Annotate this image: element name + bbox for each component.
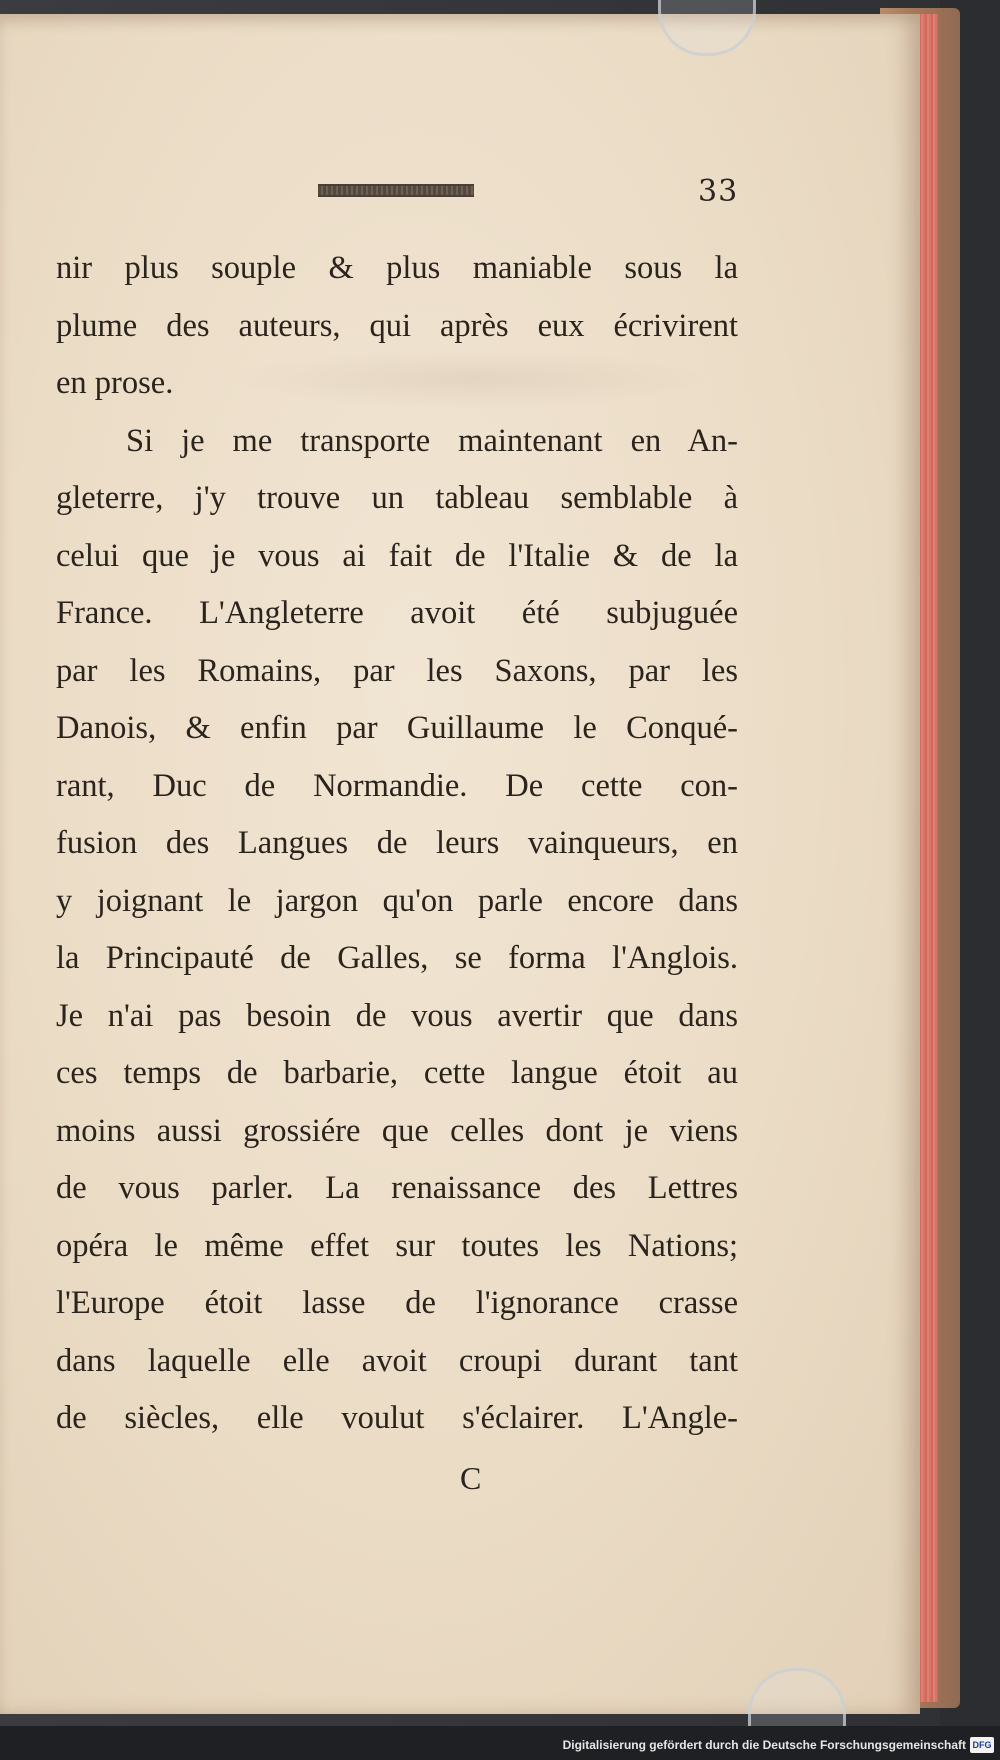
text-line: Danois, & enfin par Guillaume le Conqué-	[56, 710, 738, 746]
text-line: dans laquelle elle avoit croupi durant tant	[56, 1342, 738, 1379]
text-line: rant, Duc de Normandie. De cette con-	[56, 767, 738, 804]
text-line: Je n'ai pas besoin de vous avertir que dans	[56, 997, 738, 1034]
text-line: nir plus souple & plus maniable sous la	[56, 250, 738, 286]
text-line: de vous parler. La renaissance des Lettres	[56, 1170, 738, 1206]
text-line: en prose.	[56, 365, 174, 401]
text-line: plume des auteurs, qui après eux écrivirent	[56, 307, 738, 344]
dfg-logo: DFG	[970, 1737, 994, 1753]
signature-mark: C	[460, 1460, 482, 1496]
text-line: par les Romains, par les Saxons, par les	[56, 652, 738, 689]
text-line: gleterre, j'y trouve un tableau semblable à	[56, 480, 738, 516]
page-number: 33	[698, 174, 739, 209]
text-line: y joignant le jargon qu'on parle encore dans	[56, 882, 738, 919]
text-line: de siècles, elle voulut s'éclairer. L'Angle-	[56, 1400, 738, 1436]
text-line: ces temps de barbarie, cette langue étoit au	[56, 1055, 738, 1091]
digitization-credit: Digitalisierung gefördert durch die Deutsche Forschungsgemeinschaft	[562, 1738, 966, 1752]
digitization-footer	[0, 1726, 1000, 1760]
text-line: Si je me transporte maintenant en An-	[126, 422, 738, 459]
text-line: opéra le même effet sur toutes les Nations;	[56, 1227, 738, 1264]
text-line: la Principauté de Galles, se forma l'Anglois.	[56, 940, 738, 976]
text-line: fusion des Langues de leurs vainqueurs, en	[56, 825, 738, 861]
text-line: moins aussi grossiére que celles dont je viens	[56, 1112, 738, 1149]
text-line: l'Europe étoit lasse de l'ignorance crasse	[56, 1285, 738, 1321]
page-text	[56, 240, 738, 1448]
header-ornament-rule	[318, 184, 474, 197]
text-line: celui que je vous ai fait de l'Italie & de la	[56, 537, 738, 574]
book-page	[0, 14, 920, 1714]
text-line: France. L'Angleterre avoit été subjuguée	[56, 595, 738, 631]
